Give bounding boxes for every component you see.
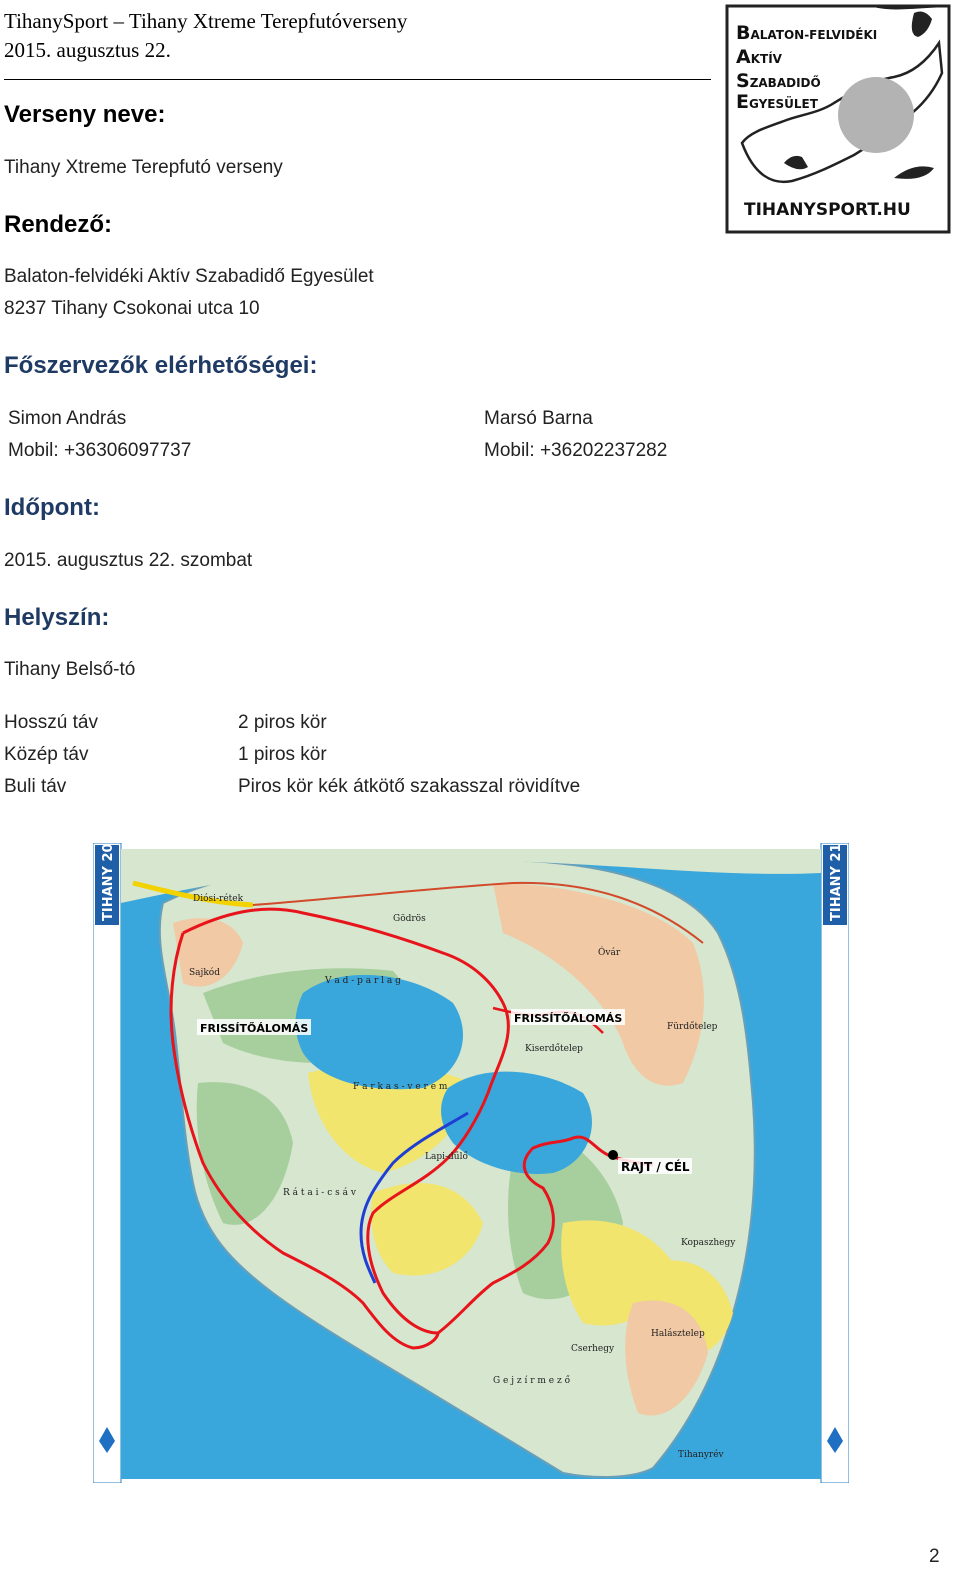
contact1-phone: Mobil: +36306097737: [8, 440, 192, 461]
place-furdotelep: Fürdőtelep: [667, 1022, 718, 1032]
time-heading: Időpont:: [4, 494, 100, 521]
organizer-heading: Rendező:: [4, 211, 112, 238]
place-tihanyrev: Tihanyrév: [678, 1450, 724, 1460]
place-farkas-verem: F a r k a s - v e r e m: [353, 1082, 448, 1092]
start-finish-marker-icon: [608, 1150, 618, 1160]
place-value: Tihany Belső-tó: [4, 659, 136, 680]
distance-name: Hosszú táv: [4, 712, 98, 733]
contacts-heading: Főszervezők elérhetőségei:: [4, 352, 318, 379]
logo-cap-1: B: [736, 22, 751, 44]
logo-url: TIHANYSPORT.HU: [744, 200, 911, 220]
place-ovar: Óvár: [598, 948, 621, 958]
refreshment-station-label: FRISSÍTŐÁLOMÁS: [514, 1012, 623, 1025]
contact2-name: Marsó Barna: [484, 408, 593, 429]
place-kopaszhegy: Kopaszhegy: [681, 1238, 736, 1248]
map-frame-left-label: TIHANY 20: [101, 843, 116, 921]
place-ratai-csav: R á t a i - c s á v: [283, 1188, 356, 1198]
place-kiserdotelep: Kiserdőtelep: [525, 1044, 583, 1054]
logo-word-4: GYESÜLET: [748, 97, 818, 111]
page-number: 2: [929, 1546, 940, 1567]
sun-icon: [838, 77, 914, 153]
refreshment-station-label: FRISSÍTŐÁLOMÁS: [200, 1022, 309, 1035]
race-name-value: Tihany Xtreme Terepfutó verseny: [4, 157, 283, 178]
logo-word-1: ALATON-FELVIDÉKI: [750, 28, 878, 42]
place-diosi-retek: Diósi-rétek: [193, 894, 244, 904]
place-godros: Gödrös: [393, 914, 426, 924]
distance-desc: 1 piros kör: [238, 744, 327, 765]
map-frame-right-label: TIHANY 21: [829, 843, 844, 921]
contact1-name: Simon András: [8, 408, 127, 429]
place-heading: Helyszín:: [4, 604, 110, 631]
logo-cap-2: A: [736, 46, 751, 68]
map-frame-right: [821, 843, 849, 1483]
map-frame-left: [93, 843, 121, 1483]
header-rule: [4, 79, 711, 80]
contact2-phone: Mobil: +36202237282: [484, 440, 668, 461]
distance-name: Közép táv: [4, 744, 89, 765]
logo-word-3: ZABADIDŐ: [749, 76, 821, 90]
place-gejzirmezo: G e j z í r m e z ő: [493, 1376, 570, 1386]
distance-name: Buli táv: [4, 776, 67, 797]
start-finish-label: RAJT / CÉL: [621, 1160, 690, 1174]
organizer-address: 8237 Tihany Csokonai utca 10: [4, 298, 260, 319]
place-lapi-dulo: Lapi-dűlő: [425, 1152, 468, 1162]
place-sajkod: Sajkód: [189, 968, 220, 978]
place-cserhegy: Cserhegy: [571, 1344, 615, 1354]
logo-cap-3: S: [736, 70, 750, 92]
logo-word-2: KTÍV: [750, 52, 782, 66]
place-halasztelep: Halásztelep: [651, 1329, 705, 1339]
club-logo: [724, 3, 952, 235]
distance-desc: 2 piros kör: [238, 712, 327, 733]
place-vad-parlag: V a d - p a r l a g: [325, 976, 401, 986]
race-name-heading: Verseny neve:: [4, 101, 166, 128]
race-map: [93, 843, 849, 1483]
logo-cap-4: E: [736, 91, 749, 113]
header-title: TihanySport – Tihany Xtreme Terepfutóverseny: [4, 9, 408, 33]
organizer-name: Balaton-felvidéki Aktív Szabadidő Egyesület: [4, 266, 374, 287]
time-value: 2015. augusztus 22. szombat: [4, 550, 253, 571]
header-date: 2015. augusztus 22.: [4, 38, 171, 62]
distance-desc: Piros kör kék átkötő szakasszal rövidítve: [238, 776, 581, 797]
